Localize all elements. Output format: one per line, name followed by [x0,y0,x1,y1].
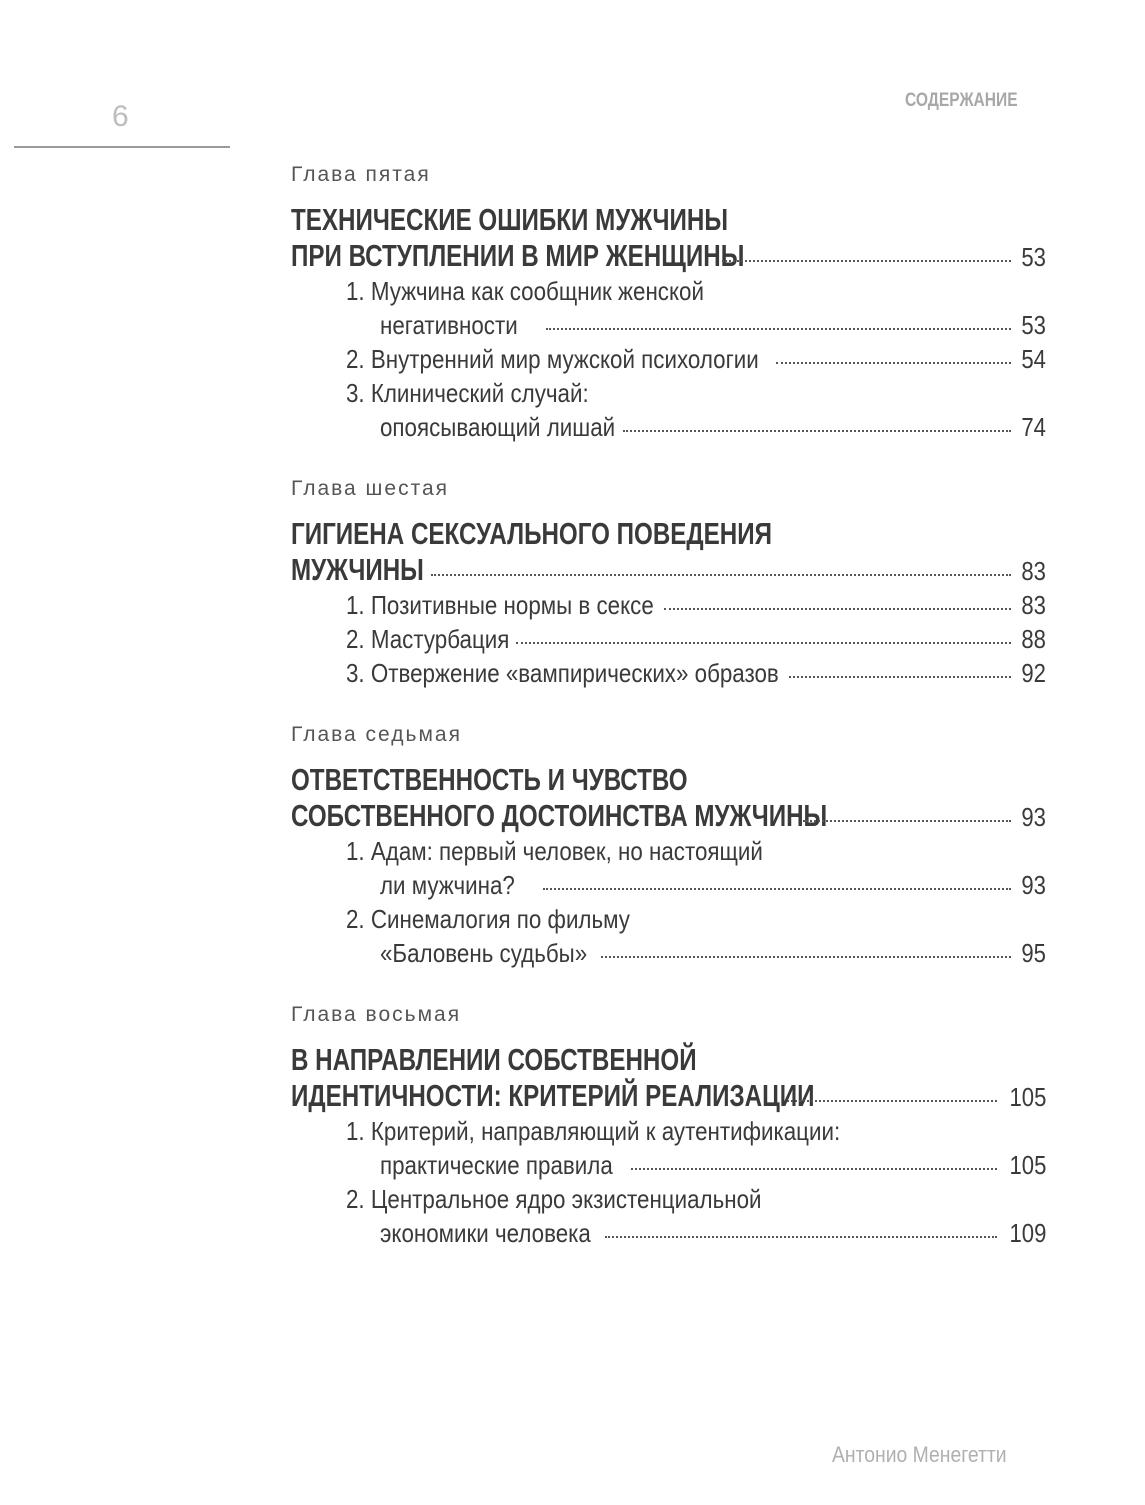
chapter-title: ГИГИЕНА СЕКСУАЛЬНОГО ПОВЕДЕНИЯ [291,516,772,551]
section-title: 1. Адам: первый человек, но настоящий [346,836,763,866]
page-ref: 88 [1021,624,1046,654]
section-title: 2. Внутренний мир мужской психологии [346,344,759,374]
running-head: СОДЕРЖАНИЕ [905,90,1018,111]
page-ref: 105 [1009,1150,1046,1180]
dot-leader [601,956,1011,958]
section-title: 2. Центральное ядро экзистенциальной [346,1184,762,1214]
section-entry[interactable] [291,902,1046,970]
section-entry[interactable] [291,834,1046,902]
section-entry[interactable] [291,342,1046,376]
chapter-label: Глава восьмая [291,1003,462,1026]
chapter-title: ИДЕНТИЧНОСТИ: КРИТЕРИЙ РЕАЛИЗАЦИИ [291,1078,815,1113]
section-title: 2. Мастурбация [346,624,510,654]
chapter-5 [291,160,1046,444]
section-title: 1. Критерий, направляющий к аутентификации: [346,1116,841,1146]
dot-leader [803,820,1011,822]
toc-entry[interactable] [291,552,1046,588]
section-entry[interactable] [291,1182,1046,1250]
page-ref: 109 [1009,1218,1046,1248]
dot-leader [605,1236,996,1238]
dot-leader [623,430,1011,432]
page-ref: 83 [1021,556,1046,586]
dot-leader [664,608,1011,610]
section-title: 3. Отвержение «вампирических» образов [346,658,779,688]
page-ref: 95 [1021,938,1046,968]
toc-entry[interactable] [291,1078,1046,1114]
page-ref: 93 [1021,870,1046,900]
page-ref: 74 [1021,412,1046,442]
dot-leader [543,888,1011,890]
chapter-title: ОТВЕТСТВЕННОСТЬ И ЧУВСТВО [291,762,688,797]
section-title-cont: опоясывающий лишай [380,412,616,442]
page-ref: 83 [1021,590,1046,620]
page-ref: 53 [1021,310,1046,340]
chapter-label: Глава пятая [291,163,431,186]
section-title-cont: «Баловень судьбы» [380,938,588,968]
dot-leader [631,1168,997,1170]
chapter-label: Глава седьмая [291,723,462,746]
chapter-6 [291,474,1046,690]
chapter-title: ТЕХНИЧЕСКИЕ ОШИБКИ МУЖЧИНЫ [291,202,728,237]
section-entry[interactable] [291,656,1046,690]
page-ref: 105 [1009,1082,1046,1112]
table-of-contents [291,160,1046,1280]
page-ref: 54 [1021,344,1046,374]
chapter-8 [291,1000,1046,1250]
section-title-cont: ли мужчина? [380,870,515,900]
dot-leader [546,328,1011,330]
section-entry[interactable] [291,588,1046,622]
page-rule [14,146,230,148]
chapter-title: В НАПРАВЛЕНИИ СОБСТВЕННОЙ [291,1042,697,1077]
section-title: 1. Позитивные нормы в сексе [346,590,654,620]
page-ref: 92 [1021,658,1046,688]
dot-leader [516,642,1011,644]
dot-leader [431,574,1011,576]
section-title-cont: экономики человека [380,1218,591,1248]
section-entry[interactable] [291,376,1046,444]
section-entry[interactable] [291,1114,1046,1182]
section-title: 3. Клинический случай: [346,378,589,408]
section-entry[interactable] [291,622,1046,656]
dot-leader [776,362,1011,364]
toc-entry[interactable] [291,238,1046,274]
section-title-cont: негативности [380,310,518,340]
chapter-title: МУЖЧИНЫ [291,552,424,587]
section-title: 2. Синемалогия по фильму [346,904,630,934]
chapter-title: ПРИ ВСТУПЛЕНИИ В МИР ЖЕНЩИНЫ [291,238,745,273]
chapter-title: СОБСТВЕННОГО ДОСТОИНСТВА МУЖЧИНЫ [291,798,828,833]
chapter-label: Глава шестая [291,477,450,500]
section-entry[interactable] [291,274,1046,342]
dot-leader [787,1100,996,1102]
dot-leader [789,676,1011,678]
author-footer: Антонио Менегетти [832,1442,1007,1467]
page-number: 6 [112,100,129,133]
section-title: 1. Мужчина как сообщник женской [346,276,704,306]
dot-leader [722,260,1011,262]
toc-entry[interactable] [291,798,1046,834]
section-title-cont: практические правила [380,1150,613,1180]
page-ref: 93 [1021,802,1046,832]
page-ref: 53 [1021,242,1046,272]
chapter-7 [291,720,1046,970]
